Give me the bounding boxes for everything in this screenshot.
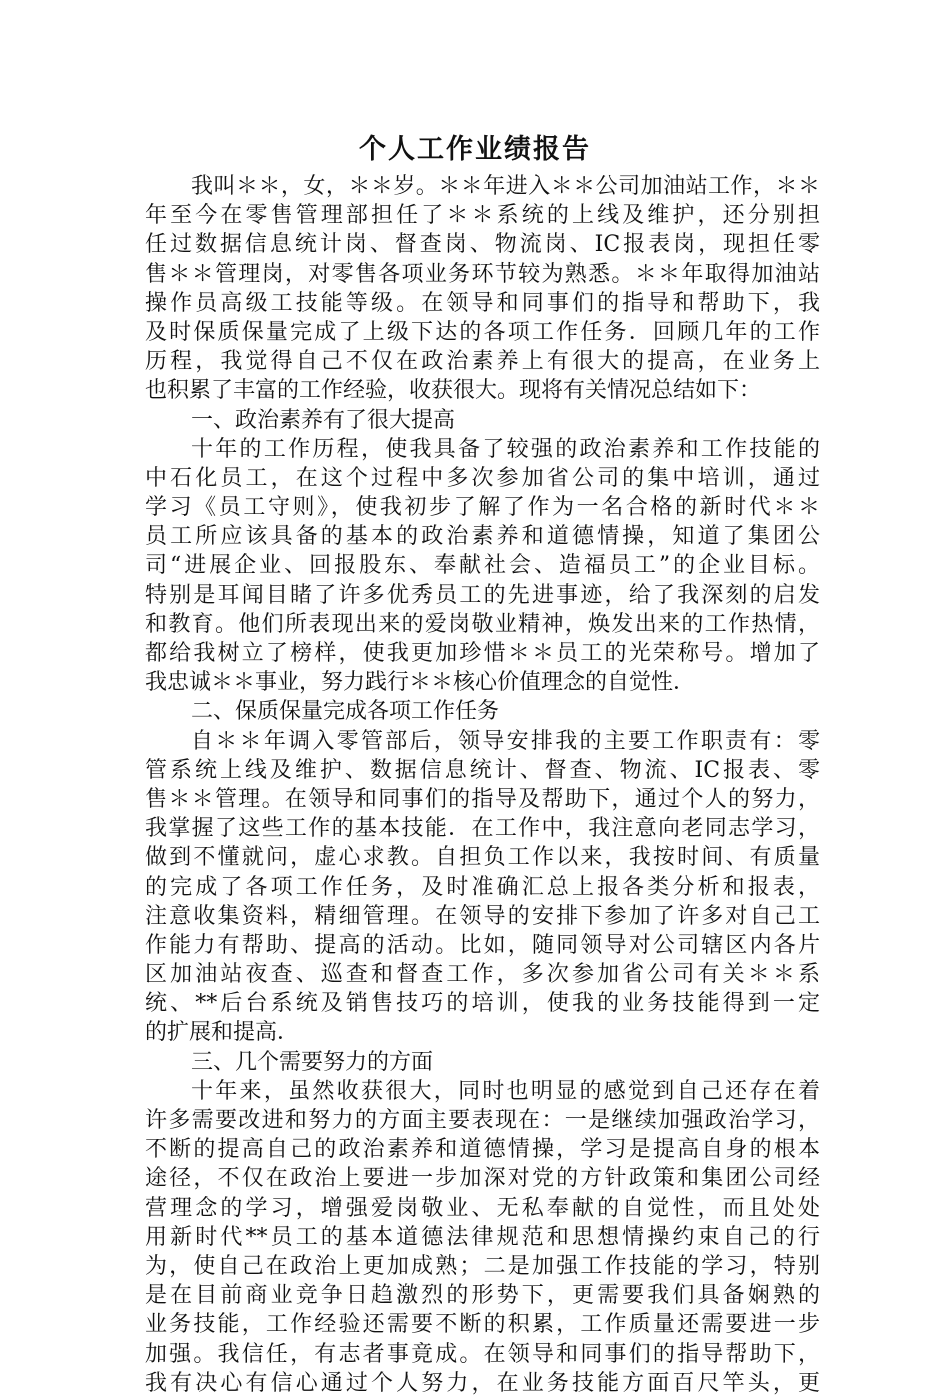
paragraph-line: 十年的工作历程，使我具备了较强的政治素养和工作技能的 xyxy=(191,436,820,462)
paragraph-line: 年至今在零售管理部担任了＊＊系统的上线及维护，还分别担 xyxy=(145,203,820,229)
paragraph-line: 是在目前商业竞争日趋激烈的形势下，更需要我们具备娴熟的 xyxy=(145,1283,820,1309)
paragraph-line: 不断的提高自己的政治素养和道德情操，学习是提高自身的根本 xyxy=(145,1137,820,1163)
section-heading: 三、几个需要努力的方面 xyxy=(191,1049,434,1075)
paragraph-line: 业务技能，工作经验还需要不断的积累，工作质量还需要进一步 xyxy=(145,1312,820,1338)
paragraph-line: 任过数据信息统计岗、督查岗、物流岗、IC报表岗，现担任零 xyxy=(145,232,820,258)
paragraph-line: 司“进展企业、回报股东、奉献社会、造福员工”的企业目标。 xyxy=(145,553,820,579)
paragraph-line: 我叫＊＊，女，＊＊岁。＊＊年进入＊＊公司加油站工作，＊＊ xyxy=(191,174,820,199)
paragraph-line: 的扩展和提高． xyxy=(145,1020,300,1046)
paragraph-line: 用新时代**员工的基本道德法律规范和思想情操约束自己的行 xyxy=(145,1224,820,1250)
paragraph-line: 作能力有帮助、提高的活动。比如，随同领导对公司辖区内各片 xyxy=(145,932,820,958)
paragraph-line: 许多需要改进和努力的方面主要表现在：一是继续加强政治学习， xyxy=(145,1108,820,1133)
paragraph-line: 员工所应该具备的基本的政治素养和道德情操，知道了集团公 xyxy=(145,524,820,550)
paragraph-line: 做到不懂就问，虚心求教。自担负工作以来，我按时间、有质量 xyxy=(145,845,820,871)
paragraph-line: 中石化员工，在这个过程中多次参加省公司的集中培训，通过 xyxy=(145,465,820,491)
paragraph-line: 统、**后台系统及销售技巧的培训，使我的业务技能得到一定 xyxy=(145,991,820,1017)
paragraph-line: 的完成了各项工作任务，及时准确汇总上报各类分析和报表， xyxy=(145,874,820,900)
paragraph-line: 管系统上线及维护、数据信息统计、督查、物流、IC报表、零 xyxy=(145,757,820,783)
paragraph-line: 售＊＊管理。在领导和同事们的指导及帮助下，通过个人的努力， xyxy=(145,786,820,812)
paragraph-line: 自＊＊年调入零管部后，领导安排我的主要工作职责有：零 xyxy=(191,728,820,754)
paragraph-line: 我掌握了这些工作的基本技能．在工作中，我注意向老同志学习， xyxy=(145,816,820,842)
paragraph-line: 也积累了丰富的工作经验，收获很大。现将有关情况总结如下： xyxy=(145,378,762,404)
paragraph-line: 及时保质保量完成了上级下达的各项工作任务．回顾几年的工作 xyxy=(145,319,820,345)
paragraph-line: 途径，不仅在政治上要进一步加深对党的方针政策和集团公司经 xyxy=(145,1166,820,1192)
paragraph-line: 为，使自己在政治上更加成熟；二是加强工作技能的学习，特别 xyxy=(145,1253,820,1279)
document-body xyxy=(145,172,820,1398)
paragraph-line: 操作员高级工技能等级。在领导和同事们的指导和帮助下，我 xyxy=(145,290,820,316)
paragraph-line: 营理念的学习，增强爱岗敬业、无私奉献的自觉性，而且处处 xyxy=(145,1195,820,1221)
paragraph-line: 售＊＊管理岗，对零售各项业务环节较为熟悉。＊＊年取得加油站 xyxy=(145,261,820,287)
paragraph-line: 加强。我信任，有志者事竟成。在领导和同事们的指导帮助下， xyxy=(145,1341,820,1367)
paragraph-line: 我忠诚＊＊事业，努力践行＊＊核心价值理念的自觉性． xyxy=(145,670,696,696)
section-heading: 二、保质保量完成各项工作任务 xyxy=(191,699,500,725)
paragraph-line: 我有决心有信心通过个人努力，在业务技能方面百尺竿头，更 xyxy=(145,1370,820,1396)
paragraph-line: 特别是耳闻目睹了许多优秀员工的先进事迹，给了我深刻的启发 xyxy=(145,582,820,608)
paragraph-line: 都给我树立了榜样，使我更加珍惜＊＊员工的光荣称号。增加了 xyxy=(145,641,820,666)
paragraph-line: 学习《员工守则》，使我初步了解了作为一名合格的新时代＊＊ xyxy=(145,495,820,521)
document-title: 个人工作业绩报告 xyxy=(359,134,591,165)
paragraph-line: 历程，我觉得自己不仅在政治素养上有很大的提高，在业务上 xyxy=(145,349,820,375)
paragraph-line: 注意收集资料，精细管理。在领导的安排下参加了许多对自己工 xyxy=(145,903,820,929)
paragraph-line: 区加油站夜查、巡查和督查工作，多次参加省公司有关＊＊系 xyxy=(145,962,820,988)
section-heading: 一、政治素养有了很大提高 xyxy=(191,407,456,433)
paragraph-line: 十年来，虽然收获很大，同时也明显的感觉到自己还存在着 xyxy=(191,1078,820,1104)
paragraph-line: 和教育。他们所表现出来的爱岗敬业精神，焕发出来的工作热情， xyxy=(145,611,820,637)
